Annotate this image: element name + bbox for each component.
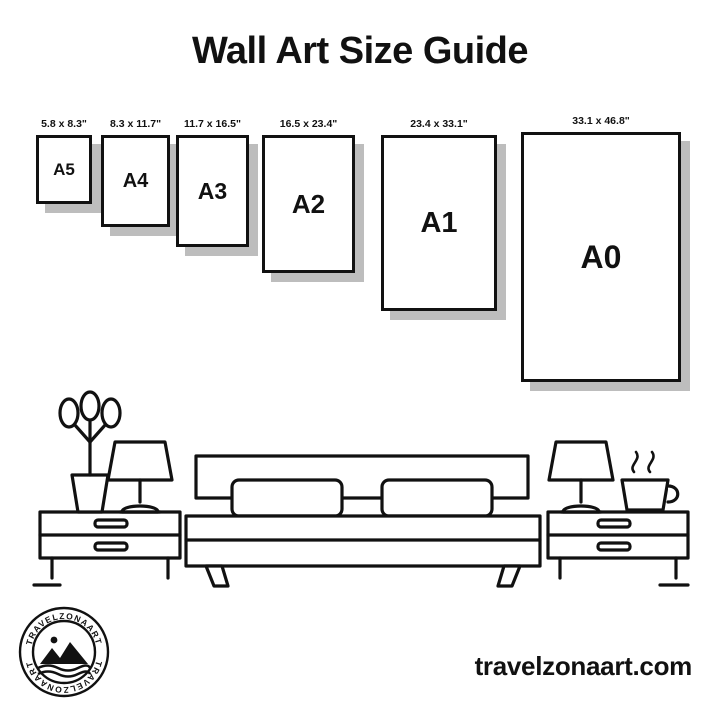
frame-box-a0[interactable] xyxy=(521,132,681,382)
frame-box-a3[interactable] xyxy=(176,135,249,247)
logo-text-top: TRAVELZONAART xyxy=(23,610,105,647)
bedroom-illustration xyxy=(0,380,720,610)
brand-logo xyxy=(18,606,110,698)
frame-label-a1: A1 xyxy=(420,206,458,239)
frame-dimension-a1: 23.4 x 33.1" xyxy=(410,118,468,130)
frame-label-a5: A5 xyxy=(53,160,75,179)
frame-box-a5[interactable] xyxy=(36,135,92,204)
frame-dimension-a4: 8.3 x 11.7" xyxy=(109,118,162,130)
frame-label-a3: A3 xyxy=(197,177,228,204)
coffee-mug xyxy=(622,452,678,510)
website-url[interactable]: travelzonaart.com xyxy=(474,651,692,681)
frame-label-a2: A2 xyxy=(291,189,326,219)
frame-box-a2[interactable] xyxy=(262,135,355,273)
right-nightstand xyxy=(548,512,688,578)
frame-size-row xyxy=(0,110,720,390)
frame-box-a1[interactable] xyxy=(381,135,497,311)
frame-box-a4[interactable] xyxy=(101,135,170,227)
frame-label-a4: A4 xyxy=(122,170,149,192)
page-title: Wall Art Size Guide xyxy=(191,30,529,72)
frame-dimension-a3: 11.7 x 16.5" xyxy=(184,118,241,130)
left-table-lamp xyxy=(108,442,172,512)
frame-dimension-a2: 16.5 x 23.4" xyxy=(279,118,338,130)
bed xyxy=(186,456,540,586)
left-nightstand xyxy=(40,512,180,578)
right-table-lamp xyxy=(549,442,613,512)
frame-label-a0: A0 xyxy=(580,239,622,275)
frame-dimension-a5: 5.8 x 8.3" xyxy=(41,118,87,130)
frame-dimension-a0: 33.1 x 46.8" xyxy=(572,115,630,127)
logo-text-bottom: TRAVELZONAART xyxy=(23,659,105,696)
flower-vase xyxy=(60,392,120,512)
